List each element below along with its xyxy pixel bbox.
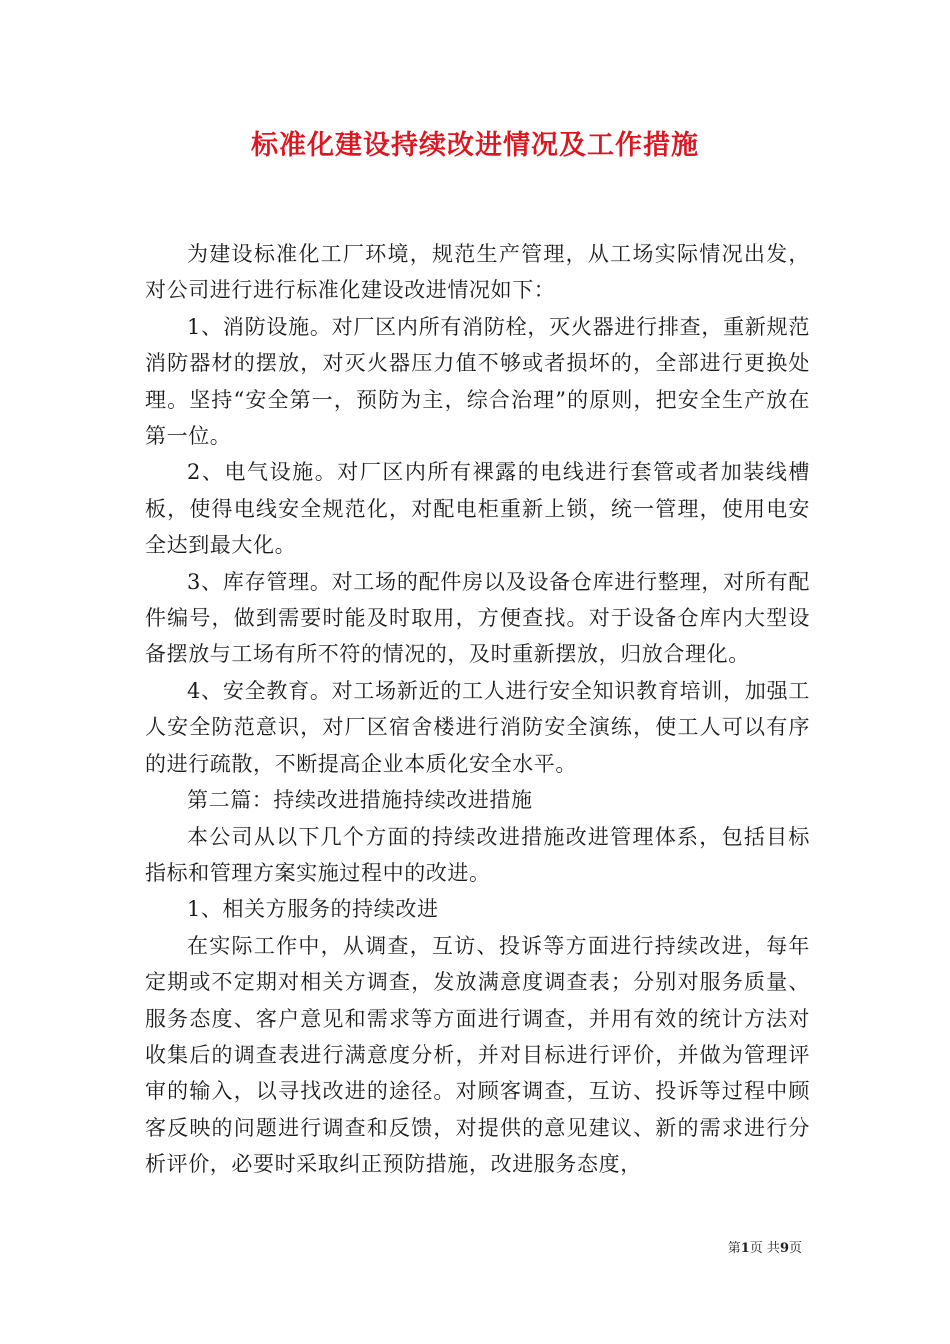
footer-suffix: 页	[788, 1241, 802, 1256]
subheading-stakeholder-service: 1、相关方服务的持续改进	[187, 897, 439, 922]
section-heading-part-two: 第二篇：持续改进措施持续改进措施	[187, 788, 533, 813]
document-body	[145, 236, 810, 1183]
footer-total-pages: 9	[779, 1241, 789, 1256]
paragraph-safety-education: 4、安全教育。对工场新近的工人进行安全知识教育培训，加强工人安全防范意识，对厂区宿舍楼进行消防安全演练，使工人可以有序的进行疏散，不断提高企业本质化安全水平。	[145, 678, 810, 776]
document-title: 标准化建设持续改进情况及工作措施	[251, 130, 699, 161]
footer-prefix: 第	[727, 1241, 741, 1256]
footer-middle: 页 共	[749, 1241, 780, 1256]
paragraph-electrical-facilities: 2、电气设施。对厂区内所有裸露的电线进行套管或者加装线槽板，使得电线安全规范化，对配电柜重新上锁，统一管理，使用电安全达到最大化。	[145, 460, 810, 558]
paragraph-improvement-overview: 本公司从以下几个方面的持续改进措施改进管理体系，包括目标指标和管理方案实施过程中的改进。	[145, 824, 810, 885]
paragraph-fire-facilities: 1、消防设施。对厂区内所有消防栓，灭火器进行排查，重新规范消防器材的摆放，对灭火器压力值不够或者损坏的，全部进行更换处理。坚持“安全第一，预防为主，综合治理”的原则，把安全生产放在第一位。	[145, 314, 810, 449]
paragraph-stakeholder-service: 在实际工作中，从调查，互访、投诉等方面进行持续改进，每年定期或不定期对相关方调查，发放满意度调查表；分别对服务质量、服务态度、客户意见和需求等方面进行调查，并用有效的统计方法对收集后的调查表进行满意度分析，并对目标进行评价，并做为管理评审的输入，以寻找改进的途径。对顾客调查，互访、投诉等过程中顾客反映的问题进行调查和反馈，对提供的意见建议、新的需求进行分析评价，必要时采取纠正预防措施，改进服务态度，	[145, 933, 810, 1177]
page-number-footer	[728, 1240, 802, 1258]
footer-current-page: 1	[740, 1241, 750, 1256]
paragraph-inventory-management: 3、库存管理。对工场的配件房以及设备仓库进行整理，对所有配件编号，做到需要时能及时取用，方便查找。对于设备仓库内大型设备摆放与工场有所不符的情况的，及时重新摆放，归放合理化。	[145, 569, 810, 667]
intro-paragraph: 为建设标准化工厂环境，规范生产管理，从工场实际情况出发，对公司进行进行标准化建设改进情况如下：	[145, 242, 810, 303]
